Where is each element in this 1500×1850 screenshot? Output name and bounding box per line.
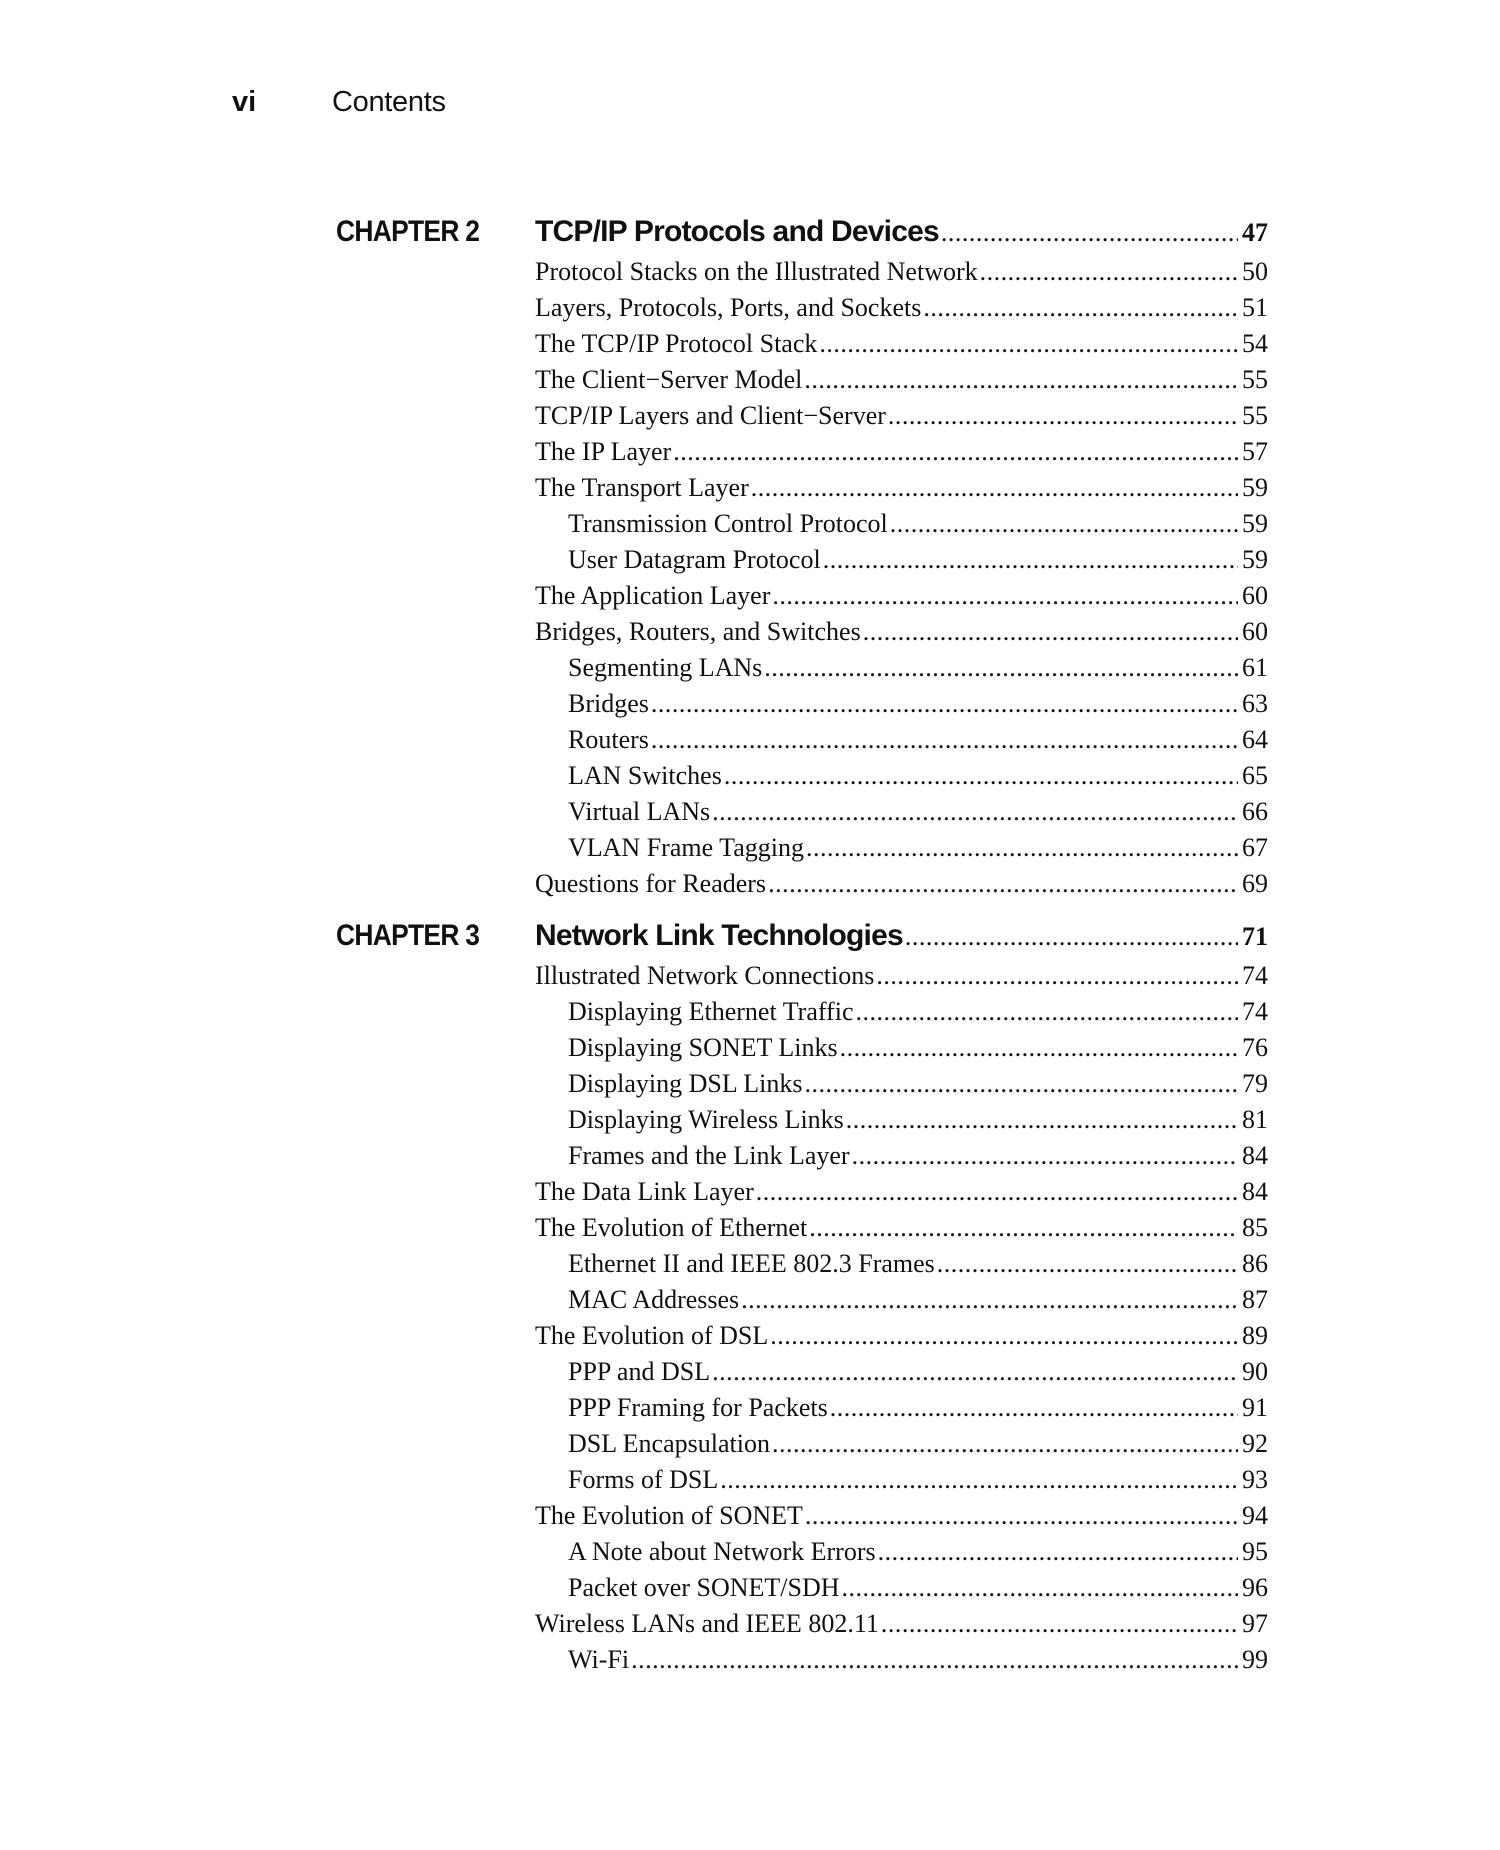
entry-page-number: 57 — [1242, 437, 1268, 466]
dot-leader — [712, 794, 1238, 830]
toc-section-entry[interactable] — [535, 254, 1268, 290]
dot-leader — [756, 1174, 1238, 1210]
toc-subsection-entry[interactable] — [535, 542, 1268, 578]
toc-section-entry[interactable] — [535, 290, 1268, 326]
entry-page-number: 99 — [1242, 1645, 1268, 1674]
dot-leader — [878, 1534, 1238, 1570]
dot-leader — [809, 1210, 1238, 1246]
entry-page-number: 96 — [1242, 1573, 1268, 1602]
dot-leader — [741, 1282, 1238, 1318]
entry-page-number: 86 — [1242, 1249, 1268, 1278]
chapter-title-entry[interactable] — [535, 914, 1268, 958]
dot-leader — [819, 326, 1238, 362]
dot-leader — [804, 362, 1238, 398]
dot-leader — [855, 994, 1238, 1030]
table-of-contents — [336, 210, 1268, 1678]
entry-title: Wi-Fi — [568, 1645, 630, 1674]
dot-leader — [768, 866, 1238, 902]
entry-page-number: 89 — [1242, 1321, 1268, 1350]
entry-page-number: 63 — [1242, 689, 1268, 718]
toc-subsection-entry[interactable] — [535, 758, 1268, 794]
entry-page-number: 92 — [1242, 1429, 1268, 1458]
dot-leader — [751, 470, 1238, 506]
toc-subsection-entry[interactable] — [535, 1570, 1268, 1606]
chapter-label: CHAPTER 3 — [336, 919, 480, 952]
dot-leader — [804, 1066, 1238, 1102]
dot-leader — [842, 1570, 1238, 1606]
toc-subsection-entry[interactable] — [535, 650, 1268, 686]
dot-leader — [840, 1030, 1238, 1066]
entry-page-number: 59 — [1242, 545, 1268, 574]
toc-section-entry[interactable] — [535, 578, 1268, 614]
entry-title: Virtual LANs — [568, 797, 711, 826]
entry-title: Ethernet II and IEEE 802.3 Frames — [568, 1249, 935, 1278]
entry-page-number: 87 — [1242, 1285, 1268, 1314]
entry-title: Displaying DSL Links — [568, 1069, 803, 1098]
entry-page-number: 60 — [1242, 581, 1268, 610]
entry-page-number: 84 — [1242, 1141, 1268, 1170]
entry-title: The Client−Server Model — [535, 365, 803, 394]
entry-page-number: 55 — [1242, 401, 1268, 430]
entry-page-number: 91 — [1242, 1393, 1268, 1422]
entry-title: User Datagram Protocol — [568, 545, 821, 574]
dot-leader — [673, 434, 1238, 470]
dot-leader — [852, 1138, 1238, 1174]
toc-section-entry[interactable] — [535, 362, 1268, 398]
dot-leader — [846, 1102, 1238, 1138]
toc-subsection-entry[interactable] — [535, 1642, 1268, 1678]
dot-leader — [923, 290, 1238, 326]
entry-title: The IP Layer — [535, 437, 672, 466]
entry-page-number: 97 — [1242, 1609, 1268, 1638]
dot-leader — [772, 578, 1238, 614]
dot-leader — [720, 1462, 1238, 1498]
chapter-label: CHAPTER 2 — [336, 215, 480, 248]
toc-subsection-entry[interactable] — [535, 1426, 1268, 1462]
toc-subsection-entry[interactable] — [535, 1354, 1268, 1390]
dot-leader — [980, 254, 1238, 290]
entry-page-number: 54 — [1242, 329, 1268, 358]
chapter-page-number: 47 — [1242, 218, 1268, 247]
toc-subsection-entry[interactable] — [535, 506, 1268, 542]
toc-subsection-entry[interactable] — [535, 794, 1268, 830]
entry-title: Layers, Protocols, Ports, and Sockets — [535, 293, 922, 322]
entry-title: The Data Link Layer — [535, 1177, 754, 1206]
entry-title: Bridges — [568, 689, 649, 718]
dot-leader — [770, 1318, 1238, 1354]
toc-subsection-entry[interactable] — [535, 722, 1268, 758]
toc-subsection-entry[interactable] — [535, 1246, 1268, 1282]
dot-leader — [631, 1642, 1238, 1678]
entry-title: The Application Layer — [535, 581, 771, 610]
entry-title: The Evolution of SONET — [535, 1501, 803, 1530]
dot-leader — [651, 686, 1238, 722]
entry-title: PPP and DSL — [568, 1357, 711, 1386]
entry-page-number: 55 — [1242, 365, 1268, 394]
dot-leader — [805, 1498, 1238, 1534]
entry-page-number: 90 — [1242, 1357, 1268, 1386]
entry-title: Protocol Stacks on the Illustrated Network — [535, 257, 978, 286]
toc-subsection-entry[interactable] — [535, 1102, 1268, 1138]
entry-page-number: 50 — [1242, 257, 1268, 286]
dot-leader — [764, 650, 1238, 686]
toc-section-entry[interactable] — [535, 1318, 1268, 1354]
dot-leader — [876, 958, 1238, 994]
chapter-title-entry[interactable] — [535, 210, 1268, 254]
dot-leader — [863, 614, 1238, 650]
toc-section-entry[interactable] — [535, 958, 1268, 994]
dot-leader — [651, 722, 1238, 758]
dot-leader — [937, 1246, 1238, 1282]
dot-leader — [888, 398, 1238, 434]
toc-subsection-entry[interactable] — [535, 1282, 1268, 1318]
toc-subsection-entry[interactable] — [535, 1066, 1268, 1102]
entry-page-number: 61 — [1242, 653, 1268, 682]
entry-page-number: 84 — [1242, 1177, 1268, 1206]
toc-subsection-entry[interactable] — [535, 1030, 1268, 1066]
entry-title: VLAN Frame Tagging — [568, 833, 804, 862]
chapter-title: TCP/IP Protocols and Devices — [535, 215, 939, 248]
entry-title: PPP Framing for Packets — [568, 1393, 828, 1422]
entry-page-number: 79 — [1242, 1069, 1268, 1098]
toc-subsection-entry[interactable] — [535, 1534, 1268, 1570]
entry-title: The Evolution of Ethernet — [535, 1213, 808, 1242]
toc-section-entry[interactable] — [535, 1174, 1268, 1210]
entry-page-number: 59 — [1242, 509, 1268, 538]
toc-subsection-entry[interactable] — [535, 1462, 1268, 1498]
chapter-page-number: 71 — [1242, 922, 1268, 951]
toc-section-entry[interactable] — [535, 866, 1268, 902]
toc-subsection-entry[interactable] — [535, 1138, 1268, 1174]
toc-section-entry[interactable] — [535, 1210, 1268, 1246]
entry-title: Displaying SONET Links — [568, 1033, 838, 1062]
entry-page-number: 69 — [1242, 869, 1268, 898]
entry-title: Segmenting LANs — [568, 653, 763, 682]
entry-page-number: 74 — [1242, 997, 1268, 1026]
entry-title: Displaying Wireless Links — [568, 1105, 844, 1134]
toc-section-entry[interactable] — [535, 614, 1268, 650]
entry-title: Frames and the Link Layer — [568, 1141, 850, 1170]
entry-title: TCP/IP Layers and Client−Server — [535, 401, 886, 430]
dot-leader — [881, 1606, 1238, 1642]
entry-title: The TCP/IP Protocol Stack — [535, 329, 818, 358]
entry-page-number: 74 — [1242, 961, 1268, 990]
running-title: Contents — [332, 85, 446, 118]
entry-page-number: 60 — [1242, 617, 1268, 646]
chapter-title: Network Link Technologies — [535, 919, 903, 952]
running-header — [232, 82, 446, 122]
toc-subsection-entry[interactable] — [535, 1390, 1268, 1426]
toc-section-entry[interactable] — [535, 470, 1268, 506]
toc-subsection-entry[interactable] — [535, 686, 1268, 722]
chapter-section — [336, 210, 1268, 902]
toc-section-entry[interactable] — [535, 434, 1268, 470]
chapter-section — [336, 914, 1268, 1678]
entry-page-number: 95 — [1242, 1537, 1268, 1566]
dot-leader — [941, 211, 1238, 255]
toc-section-entry[interactable] — [535, 1498, 1268, 1534]
entry-title: MAC Addresses — [568, 1285, 740, 1314]
dot-leader — [772, 1426, 1238, 1462]
entry-title: Bridges, Routers, and Switches — [535, 617, 861, 646]
page-number: vi — [232, 85, 257, 118]
entry-title: DSL Encapsulation — [568, 1429, 770, 1458]
dot-leader — [830, 1390, 1238, 1426]
entry-page-number: 85 — [1242, 1213, 1268, 1242]
entry-page-number: 81 — [1242, 1105, 1268, 1134]
entry-title: Routers — [568, 725, 649, 754]
toc-subsection-entry[interactable] — [535, 830, 1268, 866]
entry-title: Displaying Ethernet Traffic — [568, 997, 854, 1026]
entry-title: Packet over SONET/SDH — [568, 1573, 840, 1602]
entry-title: Transmission Control Protocol — [568, 509, 888, 538]
entry-page-number: 66 — [1242, 797, 1268, 826]
entry-title: Wireless LANs and IEEE 802.11 — [535, 1609, 879, 1638]
entry-page-number: 93 — [1242, 1465, 1268, 1494]
chapter-entries — [535, 210, 1268, 902]
dot-leader — [890, 506, 1238, 542]
entry-title: Questions for Readers — [535, 869, 767, 898]
entry-title: LAN Switches — [568, 761, 722, 790]
entry-page-number: 51 — [1242, 293, 1268, 322]
dot-leader — [823, 542, 1238, 578]
dot-leader — [712, 1354, 1238, 1390]
entry-title: Forms of DSL — [568, 1465, 719, 1494]
toc-subsection-entry[interactable] — [535, 994, 1268, 1030]
entry-page-number: 67 — [1242, 833, 1268, 862]
entry-title: The Evolution of DSL — [535, 1321, 769, 1350]
dot-leader — [806, 830, 1238, 866]
entry-page-number: 59 — [1242, 473, 1268, 502]
entry-page-number: 65 — [1242, 761, 1268, 790]
entry-page-number: 76 — [1242, 1033, 1268, 1062]
dot-leader — [724, 758, 1238, 794]
entry-page-number: 94 — [1242, 1501, 1268, 1530]
entry-title: Illustrated Network Connections — [535, 961, 875, 990]
entry-title: The Transport Layer — [535, 473, 749, 502]
entry-page-number: 64 — [1242, 725, 1268, 754]
toc-section-entry[interactable] — [535, 398, 1268, 434]
dot-leader — [905, 915, 1238, 959]
toc-section-entry[interactable] — [535, 326, 1268, 362]
chapter-entries — [535, 914, 1268, 1678]
toc-section-entry[interactable] — [535, 1606, 1268, 1642]
entry-title: A Note about Network Errors — [568, 1537, 876, 1566]
